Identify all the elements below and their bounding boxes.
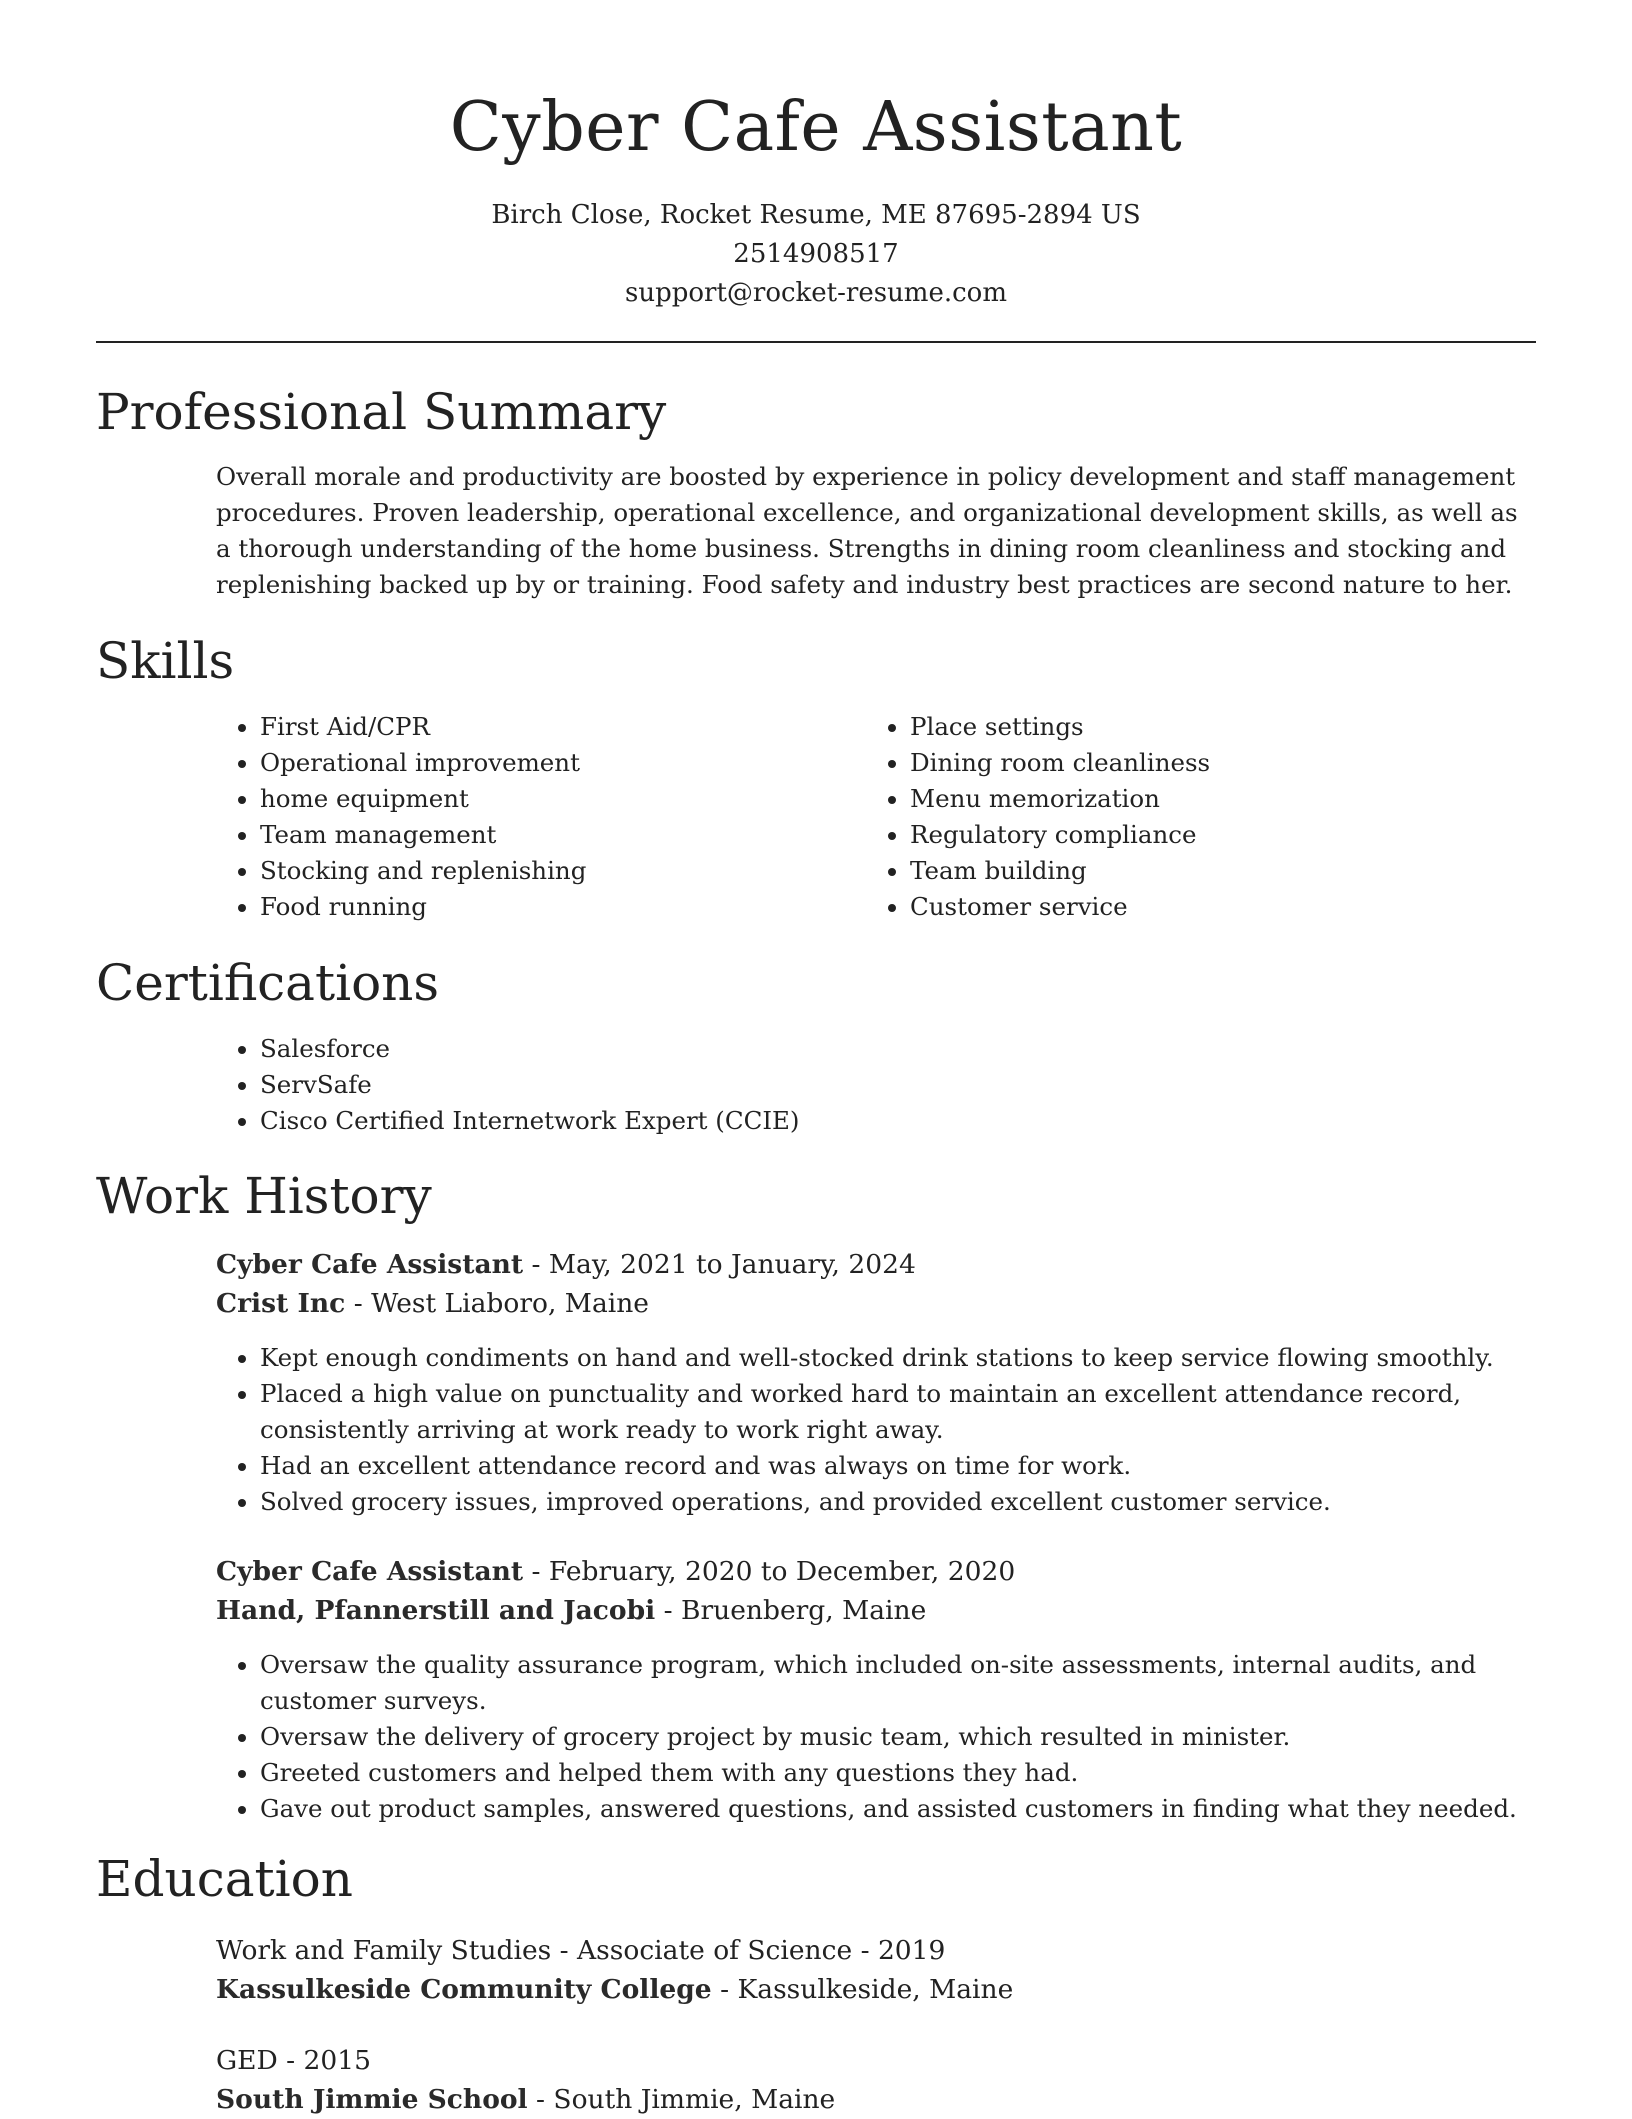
skill-item: • Team management <box>260 817 816 853</box>
resume-header <box>0 0 1632 313</box>
job-role: Cyber Cafe Assistant <box>216 1556 524 1587</box>
job-duty: • Had an excellent attendance record and was always on time for work. <box>260 1448 1536 1484</box>
skill-item: • Operational improvement <box>260 745 816 781</box>
job-duties <box>216 1647 1536 1827</box>
school-line <box>216 2080 1536 2119</box>
education-entry <box>216 1931 1536 2009</box>
skills-right-column <box>866 709 1466 925</box>
job-company: Hand, Pfannerstill and Jacobi <box>216 1595 656 1626</box>
skills-title: Skills <box>96 632 235 690</box>
job-duty: • Solved grocery issues, improved operations, and provided excellent customer service. <box>260 1484 1536 1520</box>
job-duty: • Oversaw the quality assurance program, which included on-site assessments, internal audits, and customer surveys. <box>260 1647 1536 1719</box>
job-dates: - February, 2020 to December, 2020 <box>523 1556 1016 1587</box>
job-location: - Bruenberg, Maine <box>655 1595 927 1626</box>
skill-item: • Dining room cleanliness <box>910 745 1466 781</box>
education-title: Education <box>96 1850 353 1908</box>
summary-title: Professional Summary <box>96 383 667 441</box>
certifications-title: Certifications <box>96 954 440 1012</box>
job-title-line <box>216 1552 1536 1591</box>
school-line <box>216 1970 1536 2009</box>
contact-info <box>0 196 1632 313</box>
job-duty: • Kept enough condiments on hand and well-stocked drink stations to keep service flowing smoothly. <box>260 1340 1536 1376</box>
summary-section <box>216 459 1536 603</box>
skill-item: • Food running <box>260 889 816 925</box>
skill-item: • Customer service <box>910 889 1466 925</box>
certification-item: • Salesforce <box>260 1031 1536 1067</box>
job-role: Cyber Cafe Assistant <box>216 1249 524 1280</box>
certification-item: • ServSafe <box>260 1067 1536 1103</box>
work-history-title: Work History <box>96 1167 432 1225</box>
job-entry <box>216 1245 1536 1520</box>
summary-text: Overall morale and productivity are boosted by experience in policy development and staff management procedures. Proven leadership, operational excellence, and organizational development skills, as well as a thorough understanding of the home business. Strengths in dining room cleanliness and stocking and replenishing backed up by or training. Food safety and industry best practices are second nature to her. <box>216 462 1518 599</box>
job-duty: • Gave out product samples, answered questions, and assisted customers in finding what they needed. <box>260 1791 1536 1827</box>
job-location: - West Liaboro, Maine <box>345 1288 649 1319</box>
job-dates: - May, 2021 to January, 2024 <box>523 1249 916 1280</box>
skill-item: • home equipment <box>260 781 816 817</box>
job-company: Crist Inc <box>216 1288 346 1319</box>
address: Birch Close, Rocket Resume, ME 87695-2894 US <box>491 200 1141 230</box>
skill-item: • Team building <box>910 853 1466 889</box>
degree-line: GED - 2015 <box>216 2045 372 2076</box>
job-title-line <box>216 1245 1536 1284</box>
skills-left-column <box>216 709 816 925</box>
header-divider <box>96 341 1536 343</box>
school-location: - South Jimmie, Maine <box>527 2084 836 2115</box>
job-entry <box>216 1552 1536 1827</box>
job-duty: • Placed a high value on punctuality and worked hard to maintain an excellent attendance record, consistently arriving at work ready to work right away. <box>260 1376 1536 1448</box>
school-name: South Jimmie School <box>216 2084 528 2115</box>
skill-item: • Regulatory compliance <box>910 817 1466 853</box>
skill-item: • Place settings <box>910 709 1466 745</box>
degree-line: Work and Family Studies - Associate of Science - 2019 <box>216 1935 946 1966</box>
education-entry <box>216 2041 1536 2119</box>
certifications-section <box>216 1031 1536 1139</box>
email: support@rocket-resume.com <box>624 278 1007 308</box>
job-company-line <box>216 1591 1536 1630</box>
school-location: - Kassulkeside, Maine <box>711 1974 1014 2005</box>
candidate-name: Cyber Cafe Assistant <box>449 88 1183 167</box>
school-name: Kassulkeside Community College <box>216 1974 712 2005</box>
skill-item: • First Aid/CPR <box>260 709 816 745</box>
job-duties <box>216 1340 1536 1520</box>
skill-item: • Menu memorization <box>910 781 1466 817</box>
job-company-line <box>216 1284 1536 1323</box>
job-duty: • Greeted customers and helped them with any questions they had. <box>260 1755 1536 1791</box>
phone: 2514908517 <box>733 239 899 269</box>
skill-item: • Stocking and replenishing <box>260 853 816 889</box>
certification-item: • Cisco Certified Internetwork Expert (CCIE) <box>260 1103 1536 1139</box>
job-duty: • Oversaw the delivery of grocery project by music team, which resulted in minister. <box>260 1719 1536 1755</box>
